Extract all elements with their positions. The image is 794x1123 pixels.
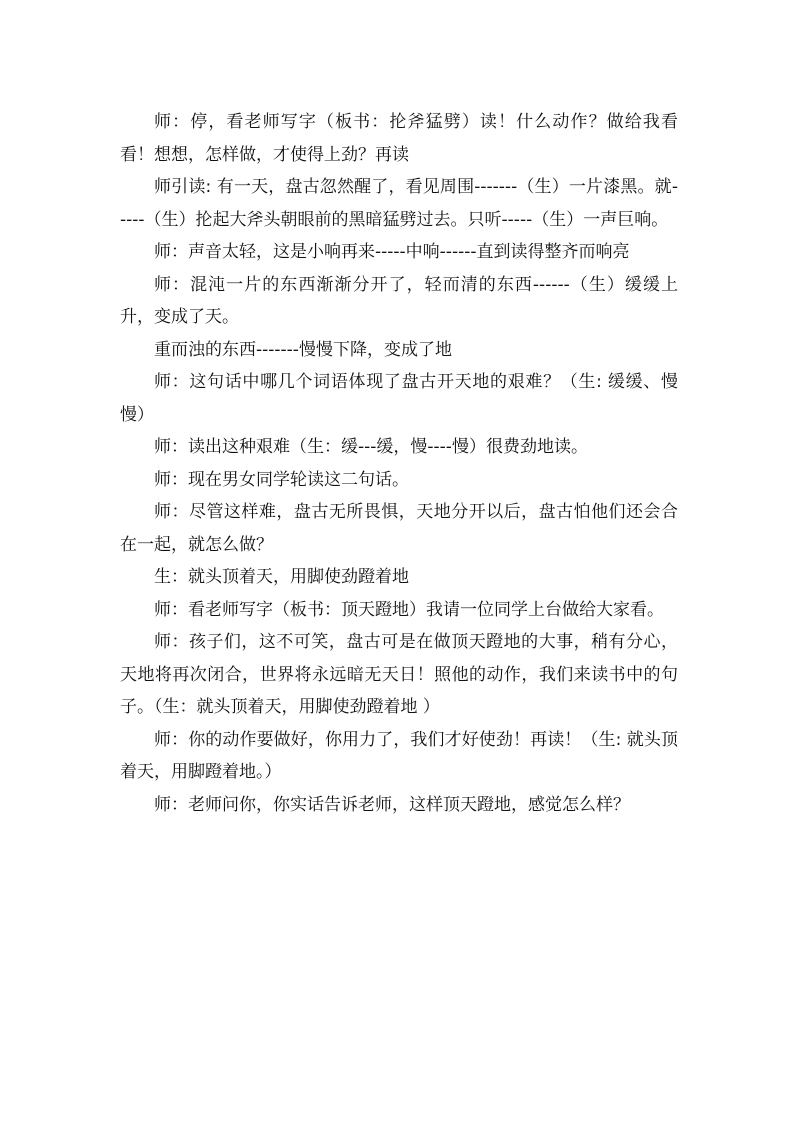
- paragraph: 师：这句话中哪几个词语体现了盘古开天地的艰难？（生: 缓缓、慢慢）: [120, 372, 678, 425]
- paragraph: 师：声音太轻，这是小响再来-----中响------直到读得整齐而响亮: [154, 242, 630, 262]
- paragraph: 师：混沌一片的东西渐渐分开了，轻而清的东西------（生）缓缓上升，变成了天。: [120, 274, 678, 327]
- paragraph: 师：老师问你，你实话告诉老师，这样顶天蹬地，感觉怎么样？: [154, 794, 630, 815]
- paragraph: 师：你的动作要做好，你用力了，我们才好使劲！再读！（生: 就头顶着天，用脚蹬着地。）: [120, 729, 678, 782]
- paragraph: 师引读: 有一天，盘古忽然醒了，看见周围-------（生）一片漆黑。就-----（生）抡起大斧头朝眼前的黑暗猛劈过去。只听-----（生）一声巨响。: [120, 177, 678, 230]
- paragraph: 师：现在男女同学轮读这二句话。: [154, 469, 409, 490]
- paragraph: 师：看老师写字（板书：顶天蹬地）我请一位同学上台做给大家看。: [154, 599, 664, 620]
- paragraph: 师：尽管这样难，盘古无所畏惧，天地分开以后，盘古怕他们还会合在一起，就怎么做？: [120, 502, 678, 555]
- paragraph: 生：就头顶着天，用脚使劲蹬着地: [154, 567, 409, 587]
- paragraph: 师：停，看老师写字（板书：抡斧猛劈）读！什么动作？做给我看看！想想，怎样做，才使得上劲？再读: [120, 112, 678, 165]
- paragraph: 师：孩子们，这不可笑，盘古可是在做顶天蹬地的大事，稍有分心，天地将再次闭合，世界将永远暗无天日！照他的动作，我们来读书中的句子。（生：就头顶着天，用脚使劲蹬着地 ）: [120, 632, 678, 717]
- document-body: [120, 106, 678, 821]
- paragraph: 师：读出这种艰难（生：缓---缓，慢----慢）很费劲地读。: [154, 437, 588, 457]
- paragraph: 重而浊的东西-------慢慢下降，变成了地: [154, 339, 452, 360]
